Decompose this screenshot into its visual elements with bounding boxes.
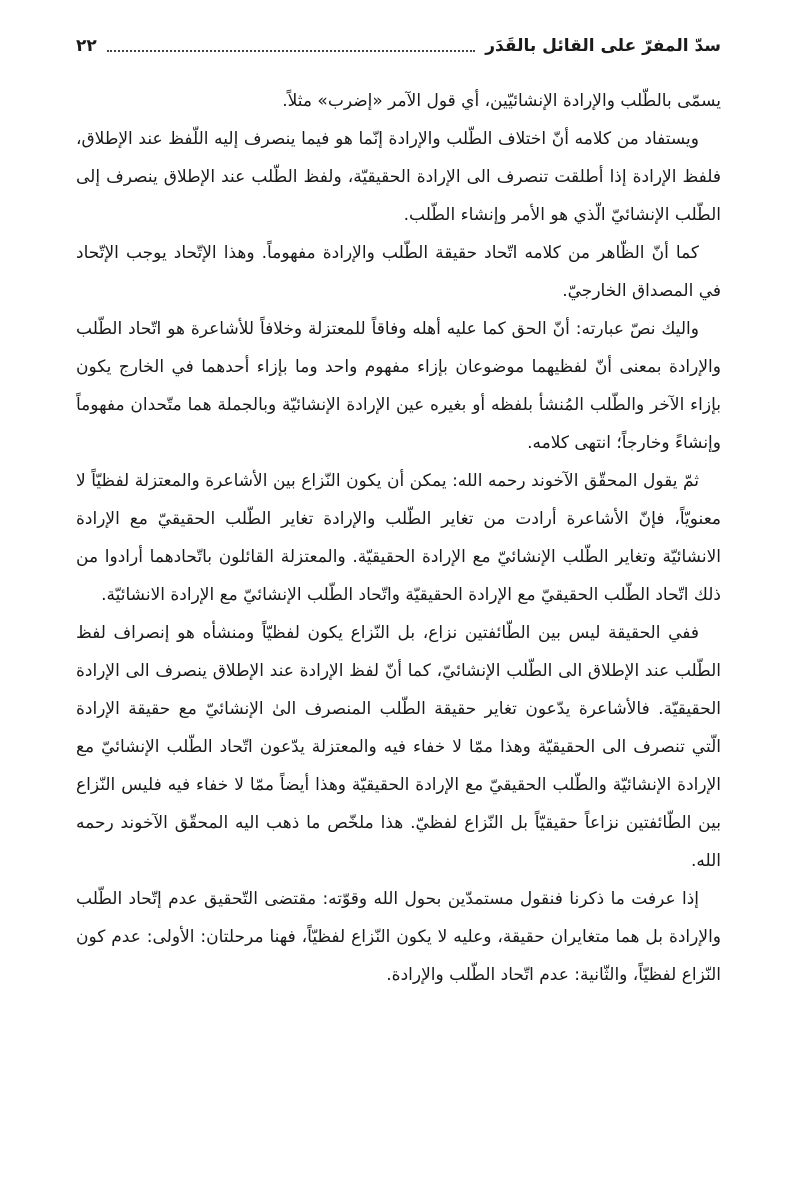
paragraph-2: ويستفاد من كلامه أنّ اختلاف الطّلب والإرادة إنّما هو فيما ينصرف إليه اللّفظ عند الإطلاق، فلفظ الإرادة إذا أطلقت تنصرف الى الإرادة الحقيقيّة، ولفظ الطّلب عند الإطلاق ينصرف إلى الطّلب الإنشائيّ الّذي هو الأمر وإنشاء الطّلب.: [76, 129, 721, 225]
paragraph-1: يسمّى بالطّلب والإرادة الإنشائيّين، أي قول الآمر «إضرب» مثلاً.: [282, 91, 721, 111]
paragraph-7: إذا عرفت ما ذكرنا فنقول مستمدّين بحول الله وقوّته: مقتضى التّحقيق عدم إتّحاد الطّلب والإرادة بل هما متغايران حقيقة، وعليه لا يكون النّزاع لفظيّاً، فهنا مرحلتان: الأولى: عدم كون النّزاع لفظيّاً، والثّانية: عدم اتّحاد الطّلب والإرادة.: [76, 889, 721, 985]
header-dot-leader: [107, 50, 475, 52]
running-title: سدّ المفرّ على القائل بالقَدَر: [485, 36, 721, 56]
paragraph-6: ففي الحقيقة ليس بين الطّائفتين نزاع، بل النّزاع يكون لفظيّاً ومنشأه هو إنصراف لفظ الطّلب عند الإطلاق الى الطّلب الإنشائيّ، كما أنّ لفظ الإرادة عند الإطلاق ينصرف الى الإرادة الحقيقيّة. فالأشاعرة يدّعون تغاير حقيقة الطّلب المنصرف الىٰ الإنشائيّ مع حقيقة الإرادة الّتي تنصرف الى الحقيقيّة وهذا ممّا لا خفاء فيه والمعتزلة يدّعون اتّحاد الطّلب الإنشائيّ مع الإرادة الإنشائيّة والطّلب الحقيقيّ مع الإرادة الحقيقيّة وهذا أيضاً ممّا لا خفاء فيه فليس النّزاع بين الطّائفتين نزاعاً حقيقيّاً بل النّزاع لفظيّ. هذا ملخّص ما ذهب اليه المحقّق الآخوند رحمه الله.: [76, 623, 721, 871]
paragraph-3: كما أنّ الظّاهر من كلامه اتّحاد حقيقة الطّلب والإرادة مفهوماً. وهذا الإتّحاد يوجب الإتّحاد في المصداق الخارجيّ.: [76, 243, 721, 301]
page-number: ٢٢: [76, 36, 97, 56]
paragraph-4: واليك نصّ عبارته: أنّ الحق كما عليه أهله وفاقاً للمعتزلة وخلافاً للأشاعرة هو اتّحاد الطّلب والإرادة بمعنى أنّ لفظيهما موضوعان بإزاء مفهوم واحد وما بإزاء أحدهما في الخارج يكون بإزاء الآخر والطّلب المُنشأ بلفظه أو بغيره عين الإرادة الإنشائيّة وبالجملة هما متّحدان مفهوماً وإنشاءً وخارجاً؛ انتهى كلامه.: [76, 319, 721, 453]
paragraph-5: ثمّ يقول المحقّق الآخوند رحمه الله: يمكن أن يكون النّزاع بين الأشاعرة والمعتزلة لفظيّاً لا معنويّاً، فإنّ الأشاعرة أرادت من تغاير الطّلب والإرادة تغاير الطّلب الحقيقيّ مع الإرادة الانشائيّة وتغاير الطّلب الإنشائيّ مع الإرادة الحقيقيّة. والمعتزلة القائلون باتّحادهما أرادوا من ذلك اتّحاد الطّلب الحقيقيّ مع الإرادة الحقيقيّة واتّحاد الطّلب الإنشائيّ مع الإرادة الانشائيّة.: [76, 471, 721, 605]
page-body: [76, 82, 721, 994]
page-header: [76, 30, 721, 62]
